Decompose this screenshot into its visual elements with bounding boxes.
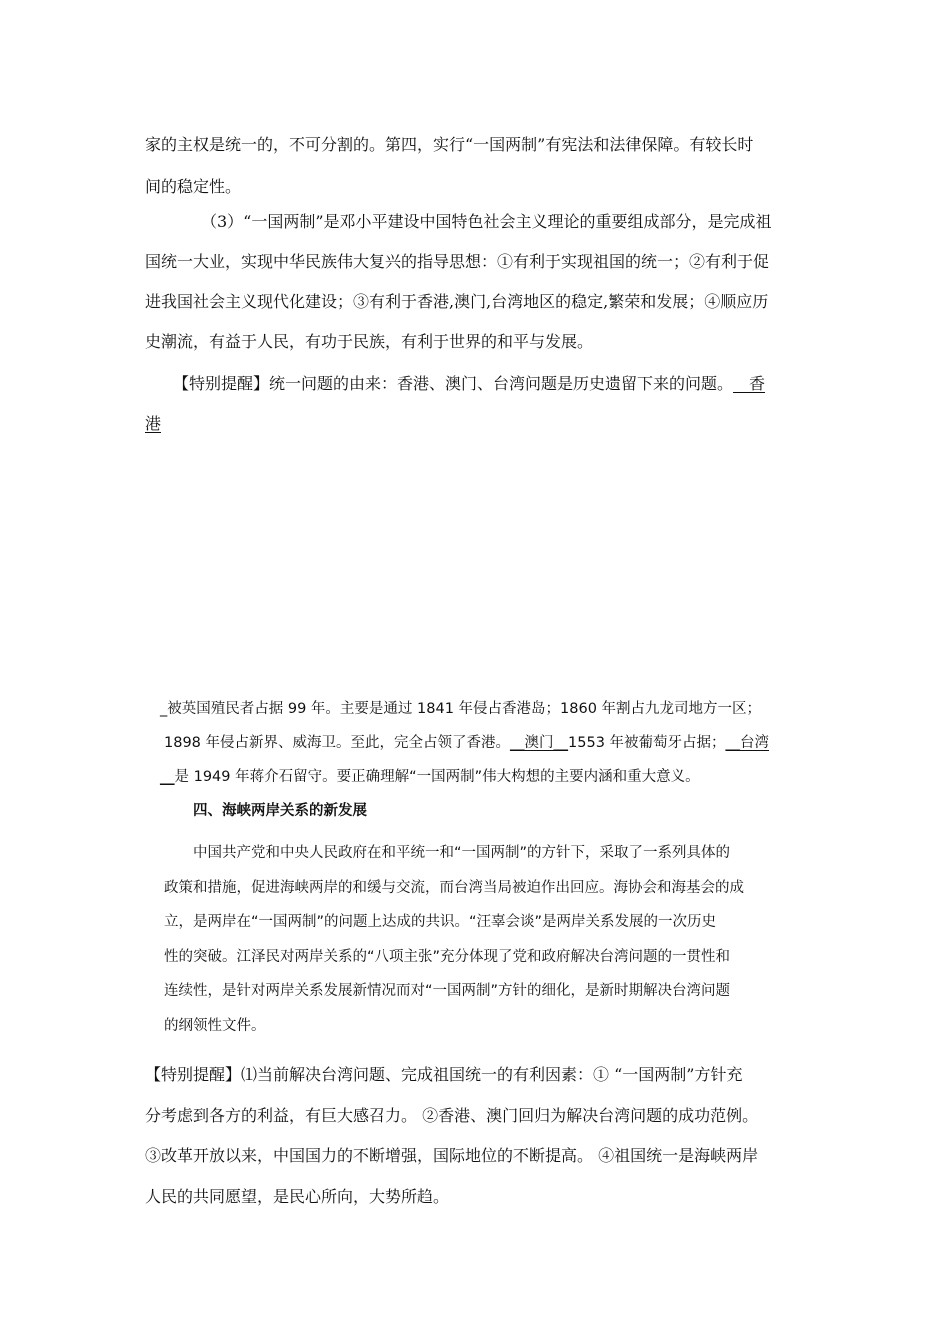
text-line [145, 404, 765, 444]
reminder-origin [145, 364, 765, 444]
reminder-text: 【特别提醒】统一问题的由来：香港、澳门、台湾问题是历史遗留下来的问题。 [173, 374, 734, 393]
fill-blank: __台湾 [725, 735, 770, 751]
fill-blank: __ [160, 769, 175, 785]
text-line: 政策和措施，促进海峡两岸的和缓与交流，而台湾当局被迫作出回应。海协会和海基会的成 [164, 879, 744, 896]
text-line [160, 760, 769, 794]
fill-blank: __澳门__ [510, 735, 569, 751]
text-line: 的纲领性文件。 [164, 1017, 266, 1034]
paragraph-sovereignty [145, 124, 753, 208]
text-line: （3）“一国两制”是邓小平建设中国特色社会主义理论的重要组成部分，是完成祖 [201, 212, 772, 231]
paragraph-cross-strait [164, 836, 744, 1043]
fill-blank: __香 [733, 374, 766, 393]
text-line: 分考虑到各方的利益，有巨大感召力。 ②香港、澳门回归为解决台湾问题的成功范例。 [145, 1105, 759, 1125]
reminder-favorable-factors [145, 1055, 758, 1217]
text-line: 连续性，是针对两岸关系发展新情况而对“一国两制”方针的细化，是新时期解决台湾问题 [164, 983, 731, 999]
text-line: 中国共产党和中央人民政府在和平统一和“一国两制”的方针下，采取了一系列具体的 [193, 845, 731, 861]
paragraph-history [160, 692, 769, 794]
fill-blank: 港 [145, 414, 162, 433]
text-segment: 是 1949 年蒋介石留守。要正确理解“一国两制”伟大构想的主要内涵和重大意义。 [174, 769, 700, 785]
text-line: 家的主权是统一的，不可分割的。第四，实行“一国两制”有宪法和法律保障。有较长时 [145, 135, 754, 154]
section-heading: 四、海峡两岸关系的新发展 [193, 803, 367, 819]
text-line: _被英国殖民者占据 99 年。主要是通过 1841 年侵占香港岛；1860 年割占九龙司地方一区； [160, 701, 762, 717]
text-line: 史潮流，有益于人民，有功于民族，有利于世界的和平与发展。 [145, 332, 594, 351]
text-line [160, 726, 769, 760]
text-line [145, 364, 765, 404]
text-line: 间的稳定性。 [145, 177, 242, 196]
text-segment: 1898 年侵占新界、威海卫。至此，完全占领了香港。 [164, 735, 511, 751]
text-line: ③改革开放以来，中国国力的不断增强，国际地位的不断提高。 ④祖国统一是海峡两岸 [145, 1146, 759, 1165]
text-line: 立，是两岸在“一国两制”的问题上达成的共识。“汪辜会谈”是两岸关系发展的一次历史 [164, 914, 717, 930]
text-line: 性的突破。江泽民对两岸关系的“八项主张”充分体现了党和政府解决台湾问题的一贯性和 [164, 948, 731, 965]
text-line: 国统一大业，实现中华民族伟大复兴的指导思想：①有利于实现祖国的统一；②有利于促 [145, 252, 770, 271]
text-line: 【特别提醒】⑴当前解决台湾问题、完成祖国统一的有利因素：① “一国两制”方针充 [145, 1065, 743, 1084]
text-line: 人民的共同愿望，是民心所向，大势所趋。 [145, 1186, 450, 1206]
text-segment: 1553 年被葡萄牙占据； [568, 735, 726, 751]
paragraph-significance [145, 202, 772, 362]
text-line: 进我国社会主义现代化建设；③有利于香港,澳门,台湾地区的稳定,繁荣和发展；④顺应历 [145, 292, 769, 311]
